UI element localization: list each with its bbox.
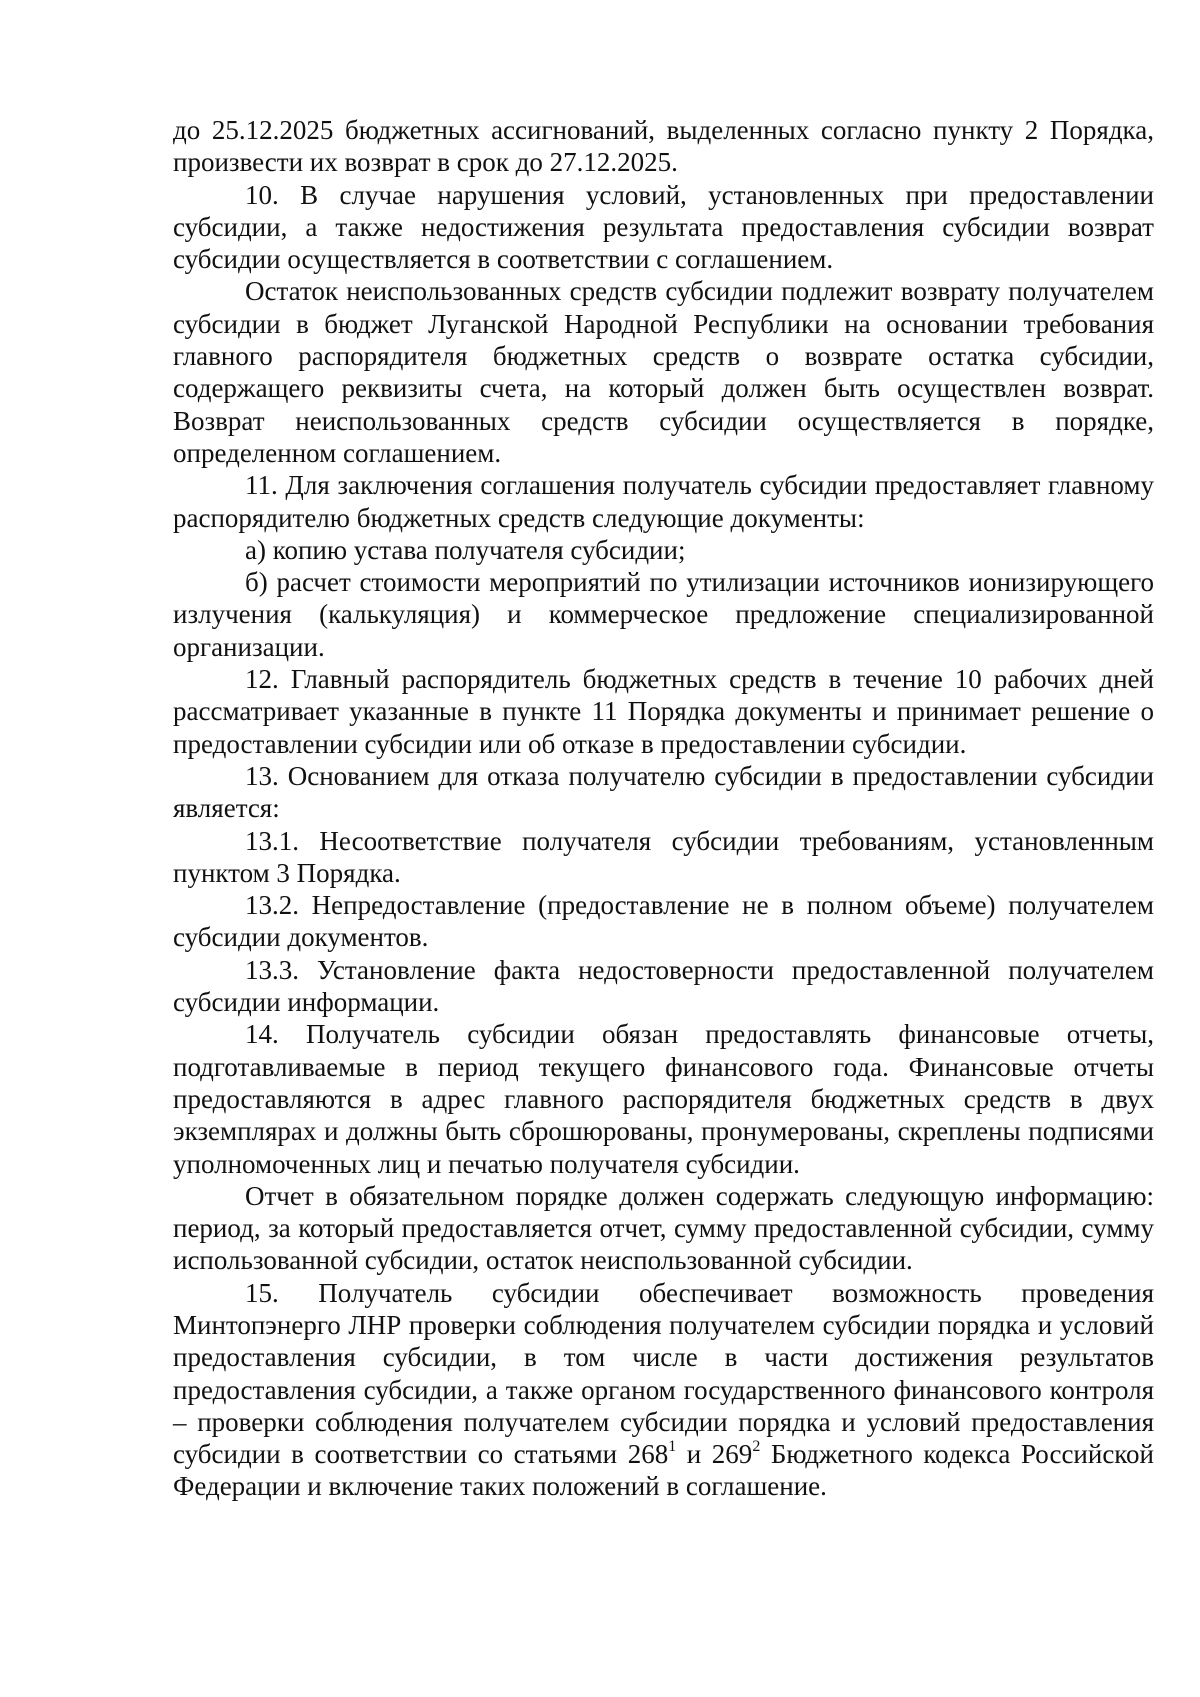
paragraph-15 bbox=[173, 1277, 1154, 1503]
paragraph-continuation: до 25.12.2025 бюджетных ассигнований, выделенных согласно пункту 2 Порядка, произвести их возврат в срок до 27.12.2025. bbox=[173, 115, 1154, 178]
superscript-269-2: 2 bbox=[752, 1438, 761, 1456]
superscript-268-1: 1 bbox=[668, 1438, 677, 1456]
paragraph-11: 11. Для заключения соглашения получатель субсидии предоставляет главному распорядителю бюджетных средств следующие документы: bbox=[173, 470, 1154, 533]
paragraph-15-text-1: 15. Получатель субсидии обеспечивает возможность проведения Минтопэнерго ЛНР проверки соблюдения получателем субсидии порядка и условий предоставления субсидии, в том числе в части достижения результатов предоставления субсидии, а также органом государственного финансового контроля – проверки соблюдения получателем субсидии порядка и условий предоставления субсидии в соответствии со статьями 268 bbox=[173, 1277, 1154, 1470]
paragraph-10: 10. В случае нарушения условий, установленных при предоставлении субсидии, а также недостижения результата предоставления субсидии возврат субсидии осуществляется в соответствии с соглашением. bbox=[173, 179, 1154, 275]
paragraph-13-1: 13.1. Несоответствие получателя субсидии требованиям, установленным пунктом 3 Порядка. bbox=[173, 825, 1154, 888]
paragraph-11-b: б) расчет стоимости мероприятий по утилизации источников ионизирующего излучения (калькуляция) и коммерческое предложение специализированной организации. bbox=[173, 567, 1154, 662]
paragraph-14: 14. Получатель субсидии обязан предоставлять финансовые отчеты, подготавливаемые в период текущего финансового года. Финансовые отчеты предоставляются в адрес главного распорядителя бюджетных средств в двух экземплярах и должны быть сброшюрованы, пронумерованы, скреплены подписями уполномоченных лиц и печатью получателя субсидии. bbox=[173, 1019, 1154, 1179]
document-body bbox=[173, 114, 1154, 1503]
paragraph-12: 12. Главный распорядитель бюджетных средств в течение 10 рабочих дней рассматривает указанные в пункте 11 Порядка документы и принимает решение о предоставлении субсидии или об отказе в предоставлении субсидии. bbox=[173, 664, 1154, 759]
paragraph-13-3: 13.3. Установление факта недостоверности предоставленной получателем субсидии информации. bbox=[173, 954, 1154, 1018]
paragraph-13: 13. Основанием для отказа получателю субсидии в предоставлении субсидии является: bbox=[173, 760, 1154, 824]
paragraph-14-report: Отчет в обязательном порядке должен содержать следующую информацию: период, за который предоставляется отчет, сумму предоставленной субсидии, сумму использованной субсидии, остаток неиспользованной субсидии. bbox=[173, 1180, 1154, 1276]
paragraph-15-text-3: Бюджетного кодекса Российской Федерации и включение таких положений в соглашение. bbox=[173, 1439, 1155, 1502]
paragraph-15-text-2: и 269 bbox=[676, 1439, 753, 1470]
paragraph-10-remainder: Остаток неиспользованных средств субсидии подлежит возврату получателем субсидии в бюджет Луганской Народной Республики на основании требования главного распорядителя бюджетных средств о возврате остатка субсидии, содержащего реквизиты счета, на который должен быть осуществлен возврат. Возврат неиспользованных средств субсидии осуществляется в порядке, определенном соглашением. bbox=[173, 276, 1154, 468]
paragraph-11-a: а) копию устава получателя субсидии; bbox=[245, 534, 686, 565]
paragraph-13-2: 13.2. Непредоставление (предоставление не в полном объеме) получателем субсидии документов. bbox=[173, 890, 1154, 953]
